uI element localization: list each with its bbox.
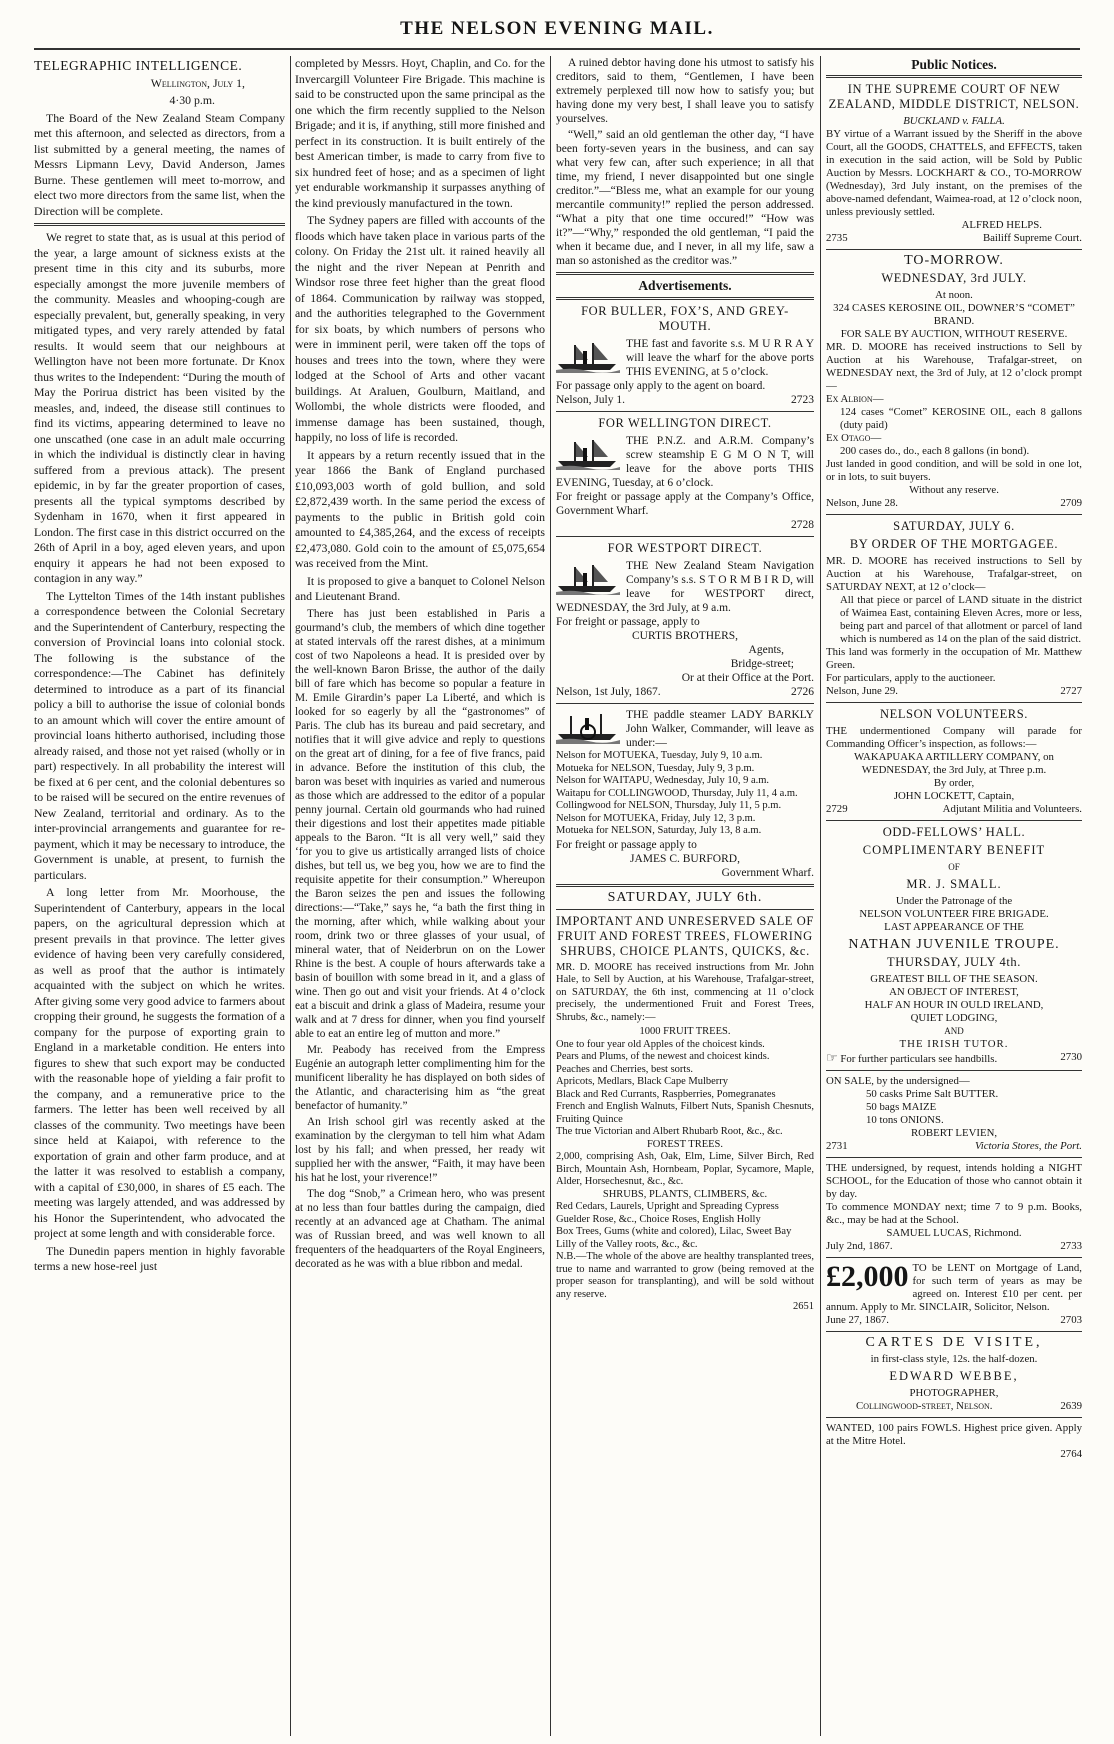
list-item: Red Cedars, Laurels, Upright and Spreading Cypress [556, 1201, 779, 1212]
ad-westport-heading: FOR WESTPORT DIRECT. [607, 541, 763, 555]
benefit-heading: COMPLIMENTARY BENEFIT [862, 843, 1046, 857]
mortgagee-occupation: This land was formerly in the occupation of Mr. Matthew Green. [826, 646, 1082, 671]
troupe-name: NATHAN JUVENILE TROUPE. [848, 937, 1060, 952]
article-dog-snob: The dog “Snob,” a Crimean hero, who was present at no less than four battles during the campaign, died recently at an advanced age at Chatham. The animal was of Russian breed, and was well known to all frequenters of the headquarters of the Royal Engineers, decorated as he was with a blue ribbon and medal. [295, 1187, 545, 1270]
ad-stormbird-date: Nelson, 1st July, 1867. [556, 686, 661, 698]
ad-fruit-sale-body: MR. D. MOORE has received instructions from Mr. John Hale, to Sell by Auction, at his Warehouse, Trafalgar-street, on SATURDAY, the 6th inst, commencing at 11 o’clock precisely, the undermentioned Fruit and Forest Trees, Shrubs, &c., namely:— [556, 961, 814, 1023]
schedule-item: Nelson for MOTUEKA, Tuesday, July 9, 10 a.m. [556, 750, 763, 761]
article-bank-england: It appears by a return recently issued that in the year 1866 the Bank of England purchased £10,093,003 worth of gold bullion, and sold £2,872,439 worth. In the same period the excess of payments to the public in British gold coin amounted to £4,385,264, and the excess of receipts £2,473,080. Gold coin to the amount of £5,075,654 was received from the Mint. [295, 447, 545, 570]
ad-lady-barkly-apply: For freight or passage apply to [556, 838, 697, 851]
section-rule [556, 272, 814, 275]
on-sale-place: Victoria Stores, the Port. [974, 1140, 1082, 1152]
kerosine-cases: 324 CASES KEROSINE OIL, DOWNER’S “COMET” BRAND. [833, 302, 1075, 327]
column-divider [290, 56, 291, 1736]
steamship-icon [556, 559, 620, 595]
supreme-court-heading: IN THE SUPREME COURT OF NEW ZEALAND, MIDDLE DISTRICT, NELSON. [828, 82, 1080, 111]
article-dunedin: The Dunedin papers mention in highly favorable terms a new hose-reel just [34, 1243, 285, 1273]
ad-number: 2726 [791, 686, 814, 698]
ad-number: 2728 [791, 519, 814, 531]
ad-wellington-heading: FOR WELLINGTON DIRECT. [598, 416, 772, 430]
mortgagee-sale-date: SATURDAY, JULY 6. [893, 519, 1015, 533]
kerosine-condition: Just landed in good condition, and will be sold in one lot, or in lots, to suit buyers. [826, 458, 1082, 483]
list-item: French and English Walnuts, Filbert Nuts, Spanish Chesnuts, Fruiting Quince [556, 1101, 814, 1125]
volunteers-body: THE undermentioned Company will parade for Commanding Officer’s inspection, as follows:— [826, 725, 1082, 750]
cartes-heading: CARTES DE VISITE, [865, 1335, 1043, 1350]
kerosine-otago-item: 200 cases do., do., each 8 gallons (in bond). [840, 445, 1030, 457]
schedule-item: Motueka for NELSON, Tuesday, July 9, 3 p.m. [556, 762, 755, 774]
ad-stormbird-body: THE New Zealand Steam Navigation Company’s s.s. S T O R M B I R D, will leave for WESTPORT direct, WEDNESDAY, the 3rd July, at 9 a.m. [556, 560, 814, 614]
ad-murray [556, 337, 814, 379]
section-rule [556, 884, 814, 887]
night-school-date: July 2nd, 1867. [826, 1240, 893, 1252]
ad-number: 2639 [1060, 1400, 1082, 1412]
masthead-rule [34, 48, 1080, 50]
list-item: The true Victorian and Albert Rhubarb Root, &c., &c. [556, 1126, 783, 1137]
ad-rule [826, 1417, 1082, 1418]
shrubs-heading: SHRUBS, PLANTS, CLIMBERS, &c. [602, 1188, 768, 1200]
kerosine-ex-otago: Ex Otago— [826, 432, 882, 444]
tele-dateline: Wellington, July 1, [150, 75, 245, 90]
on-sale-body: ON SALE, by the undersigned— [826, 1075, 970, 1087]
on-sale-items [826, 1088, 1082, 1127]
ad-number: 2764 [1060, 1448, 1082, 1460]
ad-agent: JAMES C. BURFORD, [630, 852, 740, 865]
column-divider [820, 56, 821, 1736]
fruit-trees-list [556, 1039, 814, 1139]
court-notice-body: BY virtue of a Warrant issued by the Sheriff in the above Court, all the GOODS, CHATTELS, and EFFECTS, taken in execution in the said action, will be Sold by Public Auction by Messrs. LOCKHART & CO., TO-MORROW (Wednesday), 3rd July instant, on the premises of the above-named defendant, Waimea-road, at 12 o’clock noon, unless previously settled. [826, 128, 1082, 218]
ad-stormbird [556, 559, 814, 615]
tele-time: 4·30 p.m. [169, 93, 215, 107]
article-peabody: Mr. Peabody has received from the Empress Eugénie an autograph letter complimenting him for the munificent liberality he has displayed on both sides of the Atlantic, and characterising him as “the great benefactor of humanity.” [295, 1043, 545, 1112]
ad-lady-barkly [556, 708, 814, 750]
ad-buller-heading: FOR BULLER, FOX’S, AND GREY-MOUTH. [581, 304, 789, 333]
list-item: Box Trees, Gums (white and colored), Lilac, Sweet Bay [556, 1226, 792, 1237]
list-item: Pears and Plums, of the newest and choicest kinds. [556, 1051, 770, 1062]
article-hose-reel: completed by Messrs. Hoyt, Chaplin, and Co. for the Invercargill Volunteer Fire Brigade. This machine is said to be constructed upon the same principal as the one which the firm recently supplied to the Nelson Brigade; and it is, if anything, still more finished and perfect in its construction. It is built entirely of the best American timber, is made to carry from five to six hundred feet of hose; and as a specimen of light yet endurable workmanship it surpasses anything of the kind previously manufactured in the town. [295, 56, 545, 210]
ad-rule [556, 411, 814, 412]
shrubs-list [556, 1201, 814, 1251]
ad-number: 2651 [793, 1301, 814, 1312]
ad-number: 2735 [826, 232, 848, 244]
section-rule [34, 223, 285, 226]
troupe-ireland: HALF AN HOUR IN OULD IRELAND, [864, 999, 1044, 1011]
telegraph-article: The Board of the New Zealand Steam Company met this afternoon, and selected as directors, from a list submitted by a general meeting, the names of Messrs Lipmann Levy, David Anderson, James Burne. These gentlemen will meet to-morrow, and elect two more directors from the same list, when the Direction will be complete. [34, 110, 285, 218]
volunteers-order: By order, [933, 777, 975, 789]
column-divider [550, 56, 551, 1736]
article-banquet: It is proposed to give a banquet to Colonel Nelson and Lieutenant Brand. [295, 573, 545, 603]
list-item: Lilly of the Valley roots, &c., &c. [556, 1238, 698, 1250]
list-item: Apricots, Medlars, Black Cape Mulberry [556, 1076, 729, 1087]
article-sydney-floods: The Sydney papers are filled with accounts of the floods which have taken place in various parts of the colony. On Friday the 21st ult. it rained heavily all the night and the river Nepean at Penrith and Windsor rose three feet higher than the great flood of 1864. Communication by railway was stopped, and the authorities telegraphed to the Government for six boats, by which numbers of persons who were in imminent peril, were taken off the tops of houses and trees into the town, where they were lodged at the School of Arts and other vacant buildings. At Araluen, Goulburn, Maitland, and Wollombi, the whole districts were flooded, and immense damage has been sustained, though, happily, no loss of life is recorded. [295, 213, 545, 444]
masthead [0, 0, 1114, 50]
volunteers-captain: JOHN LOCKETT, Captain, [893, 790, 1015, 802]
night-school-sign: SAMUEL LUCAS, Richmond. [886, 1227, 1022, 1239]
benefit-name: MR. J. SMALL. [906, 877, 1002, 891]
ad-number: 2727 [1060, 685, 1082, 697]
list-item: Black and Red Currants, Raspberries, Pomegranates [556, 1088, 776, 1100]
steamship-icon [556, 434, 620, 470]
volunteers-role: Adjutant Militia and Volunteers. [942, 803, 1082, 815]
ad-rule [556, 536, 814, 537]
steamship-icon [556, 337, 620, 373]
ad-rule [826, 514, 1082, 515]
night-school-times: To commence MONDAY next; time 7 to 9 p.m. Books, &c., may be had at the School. [826, 1201, 1082, 1226]
article-sickness: We regret to state that, as is usual at this period of the year, a large amount of sickness exists at the present time in this city and its suburbs, more especially amongst the more juvenile members of the community. Measles and whooping-cough are especially prevalent, but, generally speaking, in very mitigated types, and very rarely attended by fatal results. It would seem that our neighbours at Wellington have not been more fortunate. Dr Knox thus writes to the Independent: “During the mouth of May the Porirua district has been visited by the measles, and, indeed, the disease still continues to find its victims, appearing determined to leave no one unscathed (one case in an adult male occurring in which the individual is distinctly clear in having suffered from a previous attack). The present epidemic, in by far the greater proportion of cases, presents all the typical symptoms described by Sydenham in 1670, when it first appeared in London. The first case in this district occurred on the 26th of April in a boy, aged eleven years, and upon enquiry it appears he had not been exposed to contagion in any way.” [34, 230, 285, 585]
ad-rule [826, 702, 1082, 703]
ad-murray-body: THE fast and favorite s.s. M U R R A Y will leave the wharf for the above ports THIS EVENING, at 5 o’clock. [626, 338, 814, 378]
ad-rule [826, 820, 1082, 821]
ad-stormbird-apply: For freight or passage, apply to [556, 616, 700, 628]
ad-agent-office: Government Wharf. [721, 866, 814, 879]
loan-body: TO be LENT on Mortgage of Land, for such term of years as may be agreed on. Interest £10 per cent. per annum. Apply to Mr. SINCLAIR, Solicitor, Nelson. [826, 1262, 1082, 1313]
troupe-handbills: For further particulars see handbills. [840, 1053, 998, 1065]
oddfellows-heading: ODD-FELLOWS’ HALL. [882, 825, 1026, 839]
ad-number: 2731 [826, 1140, 848, 1152]
volunteers-heading: NELSON VOLUNTEERS. [879, 707, 1029, 721]
ad-agent: CURTIS BROTHERS, [631, 630, 739, 642]
ad-agent-role: Agents, [748, 644, 784, 656]
section-rule [556, 297, 814, 300]
newspaper-title: THE NELSON EVENING MAIL. [400, 18, 714, 39]
ad-number: 2723 [791, 394, 814, 406]
fruit-trees-heading: 1000 FRUIT TREES. [639, 1026, 731, 1037]
on-sale-seller: ROBERT LEVIEN, [910, 1127, 998, 1139]
ad-fruit-sale-date: SATURDAY, JULY 6th. [607, 889, 763, 905]
column-2 [295, 56, 545, 1736]
forest-trees-heading: FOREST TREES. [646, 1138, 724, 1150]
article-colonial-loans: The Lyttelton Times of the 14th instant publishes a correspondence between the Colonial Secretary and the Superintendent of Canterbury, respecting the conversion of Provincial loans into colonial stock. The following is the substance of the correspondence:—The Cabinet has definitely determined to introduce as a part of its financial policy a bill to authorise the issue of colonial bonds to an amount which will cover the entire amount of provincial loans hitherto authorised, including those already raised, and those not yet raised (wholly or in part) respectively. In all probability the interest will be fixed at 6 per cent, and the colonial debentures so to be raised will be secured on the entire revenues of New Zealand, territorial and ordinary. As to the inter-provincial arrangements and guarantee for re-payment, which it may be necessary to introduce, the Government is unable, at present, to furnish the particulars. [34, 588, 285, 882]
column-4 [826, 56, 1082, 1736]
benefit-patronage: Under the Patronage of the [895, 895, 1013, 907]
paddle-steamer-icon [556, 708, 620, 744]
list-item: 50 bags MAIZE [866, 1101, 937, 1113]
tomorrow-heading: TO-MORROW. [904, 253, 1004, 268]
ad-number: 2729 [826, 803, 848, 815]
ad-fruit-sale-nb: N.B.—The whole of the above are healthy transplanted trees, true to name and warranted to grow (being removed at the proper season for transplanting), and will be sold without any reserve. [556, 1251, 814, 1300]
ad-rule [556, 909, 814, 910]
troupe-object: AN OBJECT OF INTEREST, [889, 986, 1019, 998]
list-item: 10 tons ONIONS. [866, 1114, 944, 1126]
ad-egmont [556, 434, 814, 490]
ad-fruit-sale-heading: IMPORTANT AND UNRESERVED SALE OF FRUIT AND FOREST TREES, FLOWERING SHRUBS, CHOICE PLANTS, QUICKS, &c. [556, 913, 814, 958]
court-case: BUCKLAND v. FALLA. [903, 115, 1005, 127]
mortgagee-body: MR. D. MOORE has received instructions to Sell by Auction at his Warehouse, Trafalgar-street, on SATURDAY NEXT, at 12 o’clock— [826, 555, 1082, 593]
ad-rule [826, 1257, 1082, 1258]
schedule-item: Waitapu for COLLINGWOOD, Thursday, July 11, 4 a.m. [556, 787, 798, 799]
mortgagee-particulars: For particulars, apply to the auctioneer. [826, 672, 996, 684]
kerosine-date: Nelson, June 28. [826, 497, 898, 509]
column-3 [556, 56, 814, 1736]
wanted-fowls-body: WANTED, 100 pairs FOWLS. Highest price given. Apply at the Mitre Hotel. [826, 1422, 1082, 1447]
schedule-item: Nelson for WAITAPU, Wednesday, July 10, 9 a.m. [556, 775, 770, 786]
kerosine-sale-time: At noon. [935, 289, 973, 301]
photographer-address: Collingwood-street, Nelson. [856, 1400, 993, 1412]
troupe-date: THURSDAY, JULY 4th. [886, 955, 1021, 969]
ad-egmont-footer: For freight or passage apply at the Company’s Office, Government Wharf. [556, 491, 814, 517]
ad-number: 2703 [1060, 1314, 1082, 1326]
schedule-item: Nelson for MOTUEKA, Friday, July 12, 3 p.m. [556, 812, 756, 824]
benefit-brigade: NELSON VOLUNTEER FIRE BRIGADE. [859, 908, 1049, 920]
loan-amount: £2,000 [826, 1262, 909, 1293]
pointing-hand-icon: ☞ [826, 1050, 838, 1065]
cartes-sub: in first-class style, 12s. the half-dozen. [870, 1353, 1038, 1365]
schedule-item: Motueka for NELSON, Saturday, July 13, 8 a.m. [556, 825, 762, 836]
advertisements-heading: Advertisements. [638, 278, 732, 293]
list-item: 50 casks Prime Salt BUTTER. [866, 1088, 999, 1100]
troupe-tutor: THE IRISH TUTOR. [899, 1038, 1009, 1050]
ad-number: 2730 [1060, 1051, 1082, 1063]
telegraphic-heading: TELEGRAPHIC INTELLIGENCE. [34, 58, 243, 73]
mortgagee-heading: BY ORDER OF THE MORTGAGEE. [849, 537, 1059, 551]
volunteers-company: WAKAPUAKA ARTILLERY COMPANY, on WEDNESDAY, the 3rd July, at Three p.m. [854, 751, 1054, 776]
list-item: Guelder Rose, &c., Choice Roses, English Holly [556, 1213, 761, 1225]
ad-lady-barkly-schedule [556, 750, 814, 838]
mortgagee-date: Nelson, June 29. [826, 685, 898, 697]
troupe-last: LAST APPEARANCE OF THE [884, 921, 1024, 933]
photographer-role: PHOTOGRAPHER, [909, 1387, 999, 1399]
kerosine-ex-albion: Ex Albion— [826, 393, 884, 405]
list-item: One to four year old Apples of the choicest kinds. [556, 1038, 765, 1050]
ad-lady-barkly-intro: THE paddle steamer LADY BARKLY John Walker, Commander, will leave as under:— [626, 709, 814, 749]
loan-notice [826, 1262, 1082, 1314]
ad-number: 2709 [1060, 497, 1082, 509]
ad-number: 2733 [1060, 1240, 1082, 1252]
schedule-item: Collingwood for NELSON, Thursday, July 11, 5 p.m. [556, 800, 782, 811]
kerosine-sale-date: WEDNESDAY, 3rd JULY. [881, 271, 1027, 285]
kerosine-reserve: Without any reserve. [909, 484, 999, 496]
article-old-gentleman: “Well,” said an old gentleman the other day, “I have been forty-seven years in the business, and can say what very few can, after such experience; in all that time, my friend, I never disappointed but one single creditor.”—“Bless me, what an example for our young mercantile community!” replied the person addressed. “What a pity that one time occured!” “How was it?”—“Why,” responded the old gentleman, “I paid the when it became due, and I never, in all my life, saw a man so astonished as the creditor was.” [556, 129, 814, 267]
mortgagee-land: All that piece or parcel of LAND situate in the district of Waimea East, containing Eleven Acres, more or less, being part and parcel of that allotment or parcel of land which is numbered as 14 on the plan of the said district. [840, 594, 1082, 645]
public-notices-heading: Public Notices. [911, 57, 997, 72]
article-irish-girl: An Irish school girl was recently asked at the examination by the clergyman to tell him what Adam lost by his fall; and when pressed, her ready wit supplied her with the answer, “Faith, it may have been his hat he lost, your riverence!” [295, 1115, 545, 1184]
list-item: Peaches and Cherries, best sorts. [556, 1063, 694, 1075]
photographer-name: EDWARD WEBBE, [889, 1369, 1019, 1383]
bailiff-name: ALFRED HELPS. [961, 219, 1042, 231]
column-1 [34, 56, 285, 1736]
article-ruined-debtor: A ruined debtor having done his utmost to satisfy his creditors, said to them, “Gentlemen, I have been extremely perplexed till now how to satisfy you; but having done my very best, I shall leave you to satisfy yourselves. [556, 57, 814, 125]
ad-rule [826, 1070, 1082, 1071]
ad-agent-address: Bridge-street; [730, 658, 794, 670]
ad-murray-date: Nelson, July 1. [556, 394, 625, 406]
ad-agent-office: Or at their Office at the Port. [681, 672, 814, 684]
benefit-of: OF [948, 862, 960, 872]
night-school-body: THE undersigned, by request, intends holding a NIGHT SCHOOL, for the Education of those who cannot obtain it by day. [826, 1162, 1082, 1200]
ad-egmont-body: THE P.N.Z. and A.R.M. Company’s screw steamship E G M O N T, will leave for the above ports THIS EVENING, Tuesday, at 6 o’clock. [556, 435, 814, 489]
ad-rule [826, 1331, 1082, 1332]
kerosine-albion-item: 124 cases “Comet” KEROSINE OIL, each 8 gallons (duty paid) [840, 406, 1082, 431]
ad-rule [826, 249, 1082, 250]
ad-murray-footer: For passage only apply to the agent on board. [556, 380, 766, 392]
ad-rule [826, 1157, 1082, 1158]
bailiff-role: Bailiff Supreme Court. [982, 232, 1082, 244]
section-rule [826, 75, 1082, 78]
troupe-bill: GREATEST BILL OF THE SEASON. [870, 973, 1038, 985]
loan-date: June 27, 1867. [826, 1314, 889, 1326]
troupe-and: AND [944, 1026, 964, 1036]
troupe-lodging: QUIET LODGING, [910, 1012, 998, 1024]
ad-rule [556, 703, 814, 704]
kerosine-sale-terms: FOR SALE BY AUCTION, WITHOUT RESERVE. [840, 328, 1068, 340]
article-gourmand-club: There has just been established in Paris a gourmand’s club, the members of which dine together at stated intervals off the rarest dishes, at a minimum cost of two Napoleons a head. It is presided over by the well-known Baron Brisse, the author of the daily bill of fare which has become so popular a feature in M. Emile Girardin’s paper La Liberté, and which is looked for so eagerly by all the “gastronomes” of Paris. The club has its bureau and paid secretary, and notifies that it will give advice and reply to questions on the great art of dining, for a fee of five francs, paid in advance. Before the institution of this club, the baron was beset with inquiries as varied and numerous as those which are addressed to the editor of a popular penny journal. Certain old gourmands who had ruined their digestions and lost their appetites made pitiable appeals to the Baron. “It is all very well,” said they ‘for you to give us artistically arranged lists of choice dishes, but tell us, we beg you, how we are to find the requisite appetite for their consumption.” Whereupon the Baron seizes the pen and issues the following directions:—“Take,” says he, “a bath the first thing in the morning, after which, while walking about your room, drink two or three glasses of your usual, of mineral water, that of Neiderbrun on on the Lower Rhine is the best. A couple of hours afterwards take a basin of bouillon with some bread in it, and a glass of wine. Then go out and visit your friends. At 4 o’clock eat a biscuit and drink a glass of Madeira, resume your walk and at 7 dress for dinner, when you find yourself able to eat an entire leg of mutton and more.” [295, 607, 545, 1040]
article-moorhouse: A long letter from Mr. Moorhouse, the Superintendent of Canterbury, appears in the local papers, on the agricultural depression which at present prevails in that province. The letter gives evidence of having been very carefully considered, as well as proof that the author is intimately acquainted with the subject on which he writes. After giving some very good advice to farmers about cropping their ground, he suggests the formation of a company for the purpose of exporting grain to England in a marketable condition. He enters into figures to shew that such export may be conducted with the reasonable hope of yielding a fair profit to the company, and a remunerative price to the farmers. The letter has been well received by all classes of the community. Two meetings have been since held at Kaiapoi, with reference to the exportation of grain and other farm produce, and at the latter it was resolved to establish a company, with a capital of £30,000, in shares of £5 each. The meeting was largely attended, and was addressed by his Honor the Superintendent, who advocated the project at some length and with considerable force. [34, 885, 285, 1240]
forest-trees-list: 2,000, comprising Ash, Oak, Elm, Lime, Silver Birch, Red Birch, Mountain Ash, Hornbeam, Poplar, Sycamore, Maple, Alder, Horsechesnut, &c., &c. [556, 1151, 814, 1187]
kerosine-sale-body: MR. D. MOORE has received instructions to Sell by Auction at his Warehouse, Trafalgar-street, on WEDNESDAY next, the 3rd of July, at 12 o’clock prompt— [826, 341, 1082, 392]
